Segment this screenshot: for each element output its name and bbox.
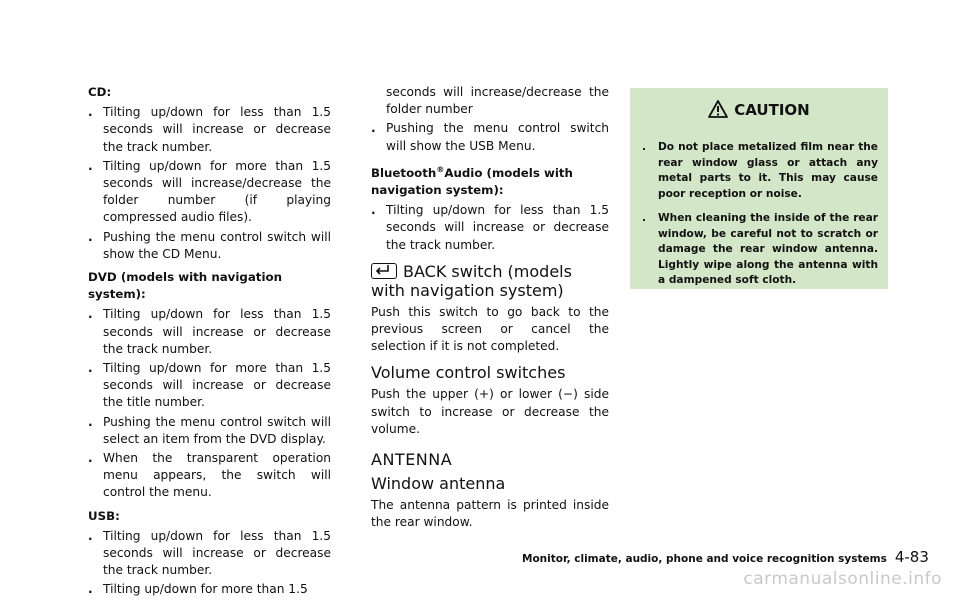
list-item: . Tilting up/down for less than 1.5 seconds will increase or decrease the track number. [88, 105, 331, 154]
page-footer [522, 548, 929, 566]
caution-list [642, 140, 878, 289]
cd-heading: CD: [88, 85, 112, 99]
bluetooth-heading: Bluetooth®Audio (models with navigation system): [371, 164, 573, 197]
list-item: . Tilting up/down for more than 1.5 seconds will increase or decrease the title number. [88, 361, 331, 410]
list-item: . Pushing the menu control switch will show the USB Menu. [371, 121, 609, 153]
back-switch-text: Push this switch to go back to the previous screen or cancel the selection if it is not completed. [371, 304, 609, 354]
list-item: . Tilting up/down for more than 1.5 [88, 582, 308, 597]
caution-title: CAUTION [734, 101, 810, 119]
window-antenna-heading: Window antenna [371, 473, 506, 493]
warning-icon [708, 100, 728, 122]
dvd-heading: DVD (models with navigation system): [88, 270, 282, 302]
list-item: . When the transparent operation menu appears, the switch will control the menu. [88, 451, 331, 500]
volume-text: Push the upper (+) or lower (−) side switch to increase or decrease the volume. [371, 387, 609, 436]
page-number: 4-83 [894, 548, 929, 566]
usb-list [88, 528, 331, 599]
dvd-list [88, 306, 331, 501]
list-item: . Tilting up/down for less than 1.5 seconds will increase or decrease the track number. [371, 203, 609, 252]
list-item: . Do not place metalized film near the rear window glass or attach any metal parts to it. This may cause poor reception or noise. [642, 141, 878, 200]
column-2 [371, 84, 609, 537]
list-item: . Tilting up/down for more than 1.5 seconds will increase/decrease the folder number (if playing compressed audio files). [88, 158, 331, 225]
antenna-heading: ANTENNA [371, 449, 453, 469]
cd-list [88, 104, 331, 263]
usb-continued: seconds will increase/decrease the folder number [386, 85, 609, 117]
back-switch-heading: BACK switch (models with navigation system) [371, 261, 572, 300]
list-item: . Tilting up/down for less than 1.5 seconds will increase or decrease the track number. [88, 307, 331, 356]
column-1 [88, 84, 331, 605]
list-item: . Pushing the menu control switch will select an item from the DVD display. [88, 414, 331, 446]
list-item: . Tilting up/down for less than 1.5 seconds will increase or decrease the track number. [88, 528, 331, 578]
caution-box [630, 88, 888, 289]
back-arrow-icon [371, 263, 397, 279]
list-item: . When cleaning the inside of the rear window, be careful not to scratch or damage the rear window antenna. Lightly wipe along the antenna with a dampened soft cloth. [642, 212, 878, 286]
window-antenna-text: The antenna pattern is printed inside the rear window. [371, 497, 609, 530]
bluetooth-list [371, 202, 609, 254]
footer-section: Monitor, climate, audio, phone and voice recognition systems [522, 553, 887, 565]
usb-heading: USB: [88, 508, 120, 523]
caution-header [630, 100, 888, 122]
watermark: carmanualsonline.info [743, 569, 942, 589]
usb-list-continued [371, 120, 609, 154]
list-item: . Pushing the menu control switch will show the CD Menu. [88, 229, 331, 261]
volume-heading: Volume control switches [371, 363, 566, 383]
